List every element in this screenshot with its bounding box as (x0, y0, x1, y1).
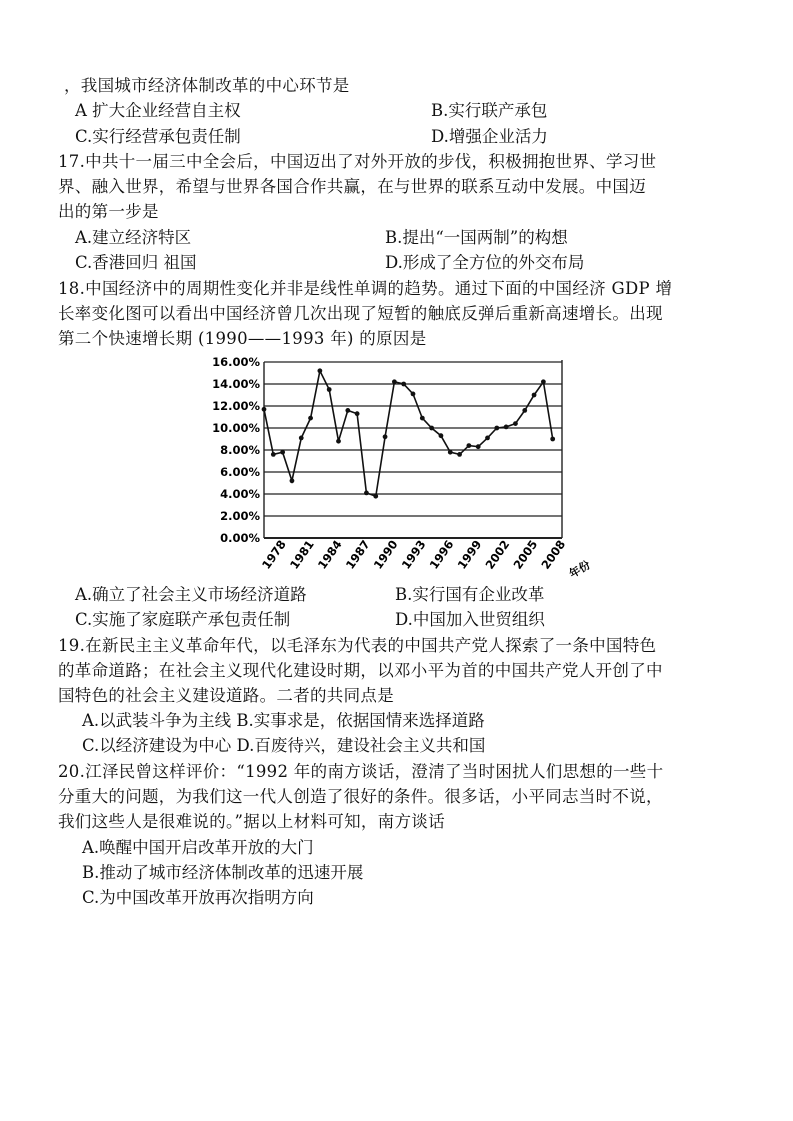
data-point (392, 379, 397, 384)
data-point (336, 439, 341, 444)
data-point (448, 450, 453, 455)
x-tick-label: 1990 (370, 537, 401, 572)
data-point (327, 387, 332, 392)
data-point (550, 437, 555, 442)
data-point (411, 392, 416, 397)
q17-stem-line-2: 界、融入世界，希望与世界各国合作共赢，在与世界的联系互动中发展。中国迈 (58, 177, 646, 196)
data-point (476, 444, 481, 449)
x-tick-label: 1981 (286, 537, 317, 572)
q16-option-d[interactable]: D.增强企业活力 (431, 127, 548, 146)
x-axis-title: 年份 (567, 558, 593, 581)
q18-stem-line-2: 长率变化图可以看出中国经济曾几次出现了短暂的触底反弹后重新高速增长。出现 (58, 304, 663, 323)
q20-stem-line-3: 我们这些人是很难说的。”据以上材料可知，南方谈话 (58, 812, 445, 831)
x-tick-label: 1978 (258, 537, 289, 572)
q20-option-a[interactable]: A.唤醒中国开启改革开放的大门 (82, 838, 314, 857)
q17-option-b[interactable]: B.提出“一国两制”的构想 (385, 228, 568, 247)
gdp-growth-chart (200, 352, 600, 582)
q20-option-c[interactable]: C.为中国改革开放再次指明方向 (82, 888, 314, 907)
data-point (373, 494, 378, 499)
q19-stem-line-2: 的革命道路；在社会主义现代化建设时期，以邓小平为首的中国共产党人开创了中 (58, 661, 663, 680)
q20-option-b[interactable]: B.推动了城市经济体制改革的迅速开展 (82, 863, 364, 882)
x-tick-label: 1984 (314, 537, 345, 572)
q18-option-c[interactable]: C.实施了家庭联产承包责任制 (75, 610, 291, 629)
data-point (290, 478, 295, 483)
data-point (401, 382, 406, 387)
data-point (317, 368, 322, 373)
data-point (532, 393, 537, 398)
data-point (439, 433, 444, 438)
x-tick-label: 2002 (482, 537, 513, 572)
q16-option-a[interactable]: A 扩大企业经营自主权 (75, 101, 241, 120)
q19-options-row-2[interactable]: C.以经济建设为中心 D.百废待兴，建设社会主义共和国 (82, 736, 486, 755)
data-point (457, 452, 462, 457)
data-point (308, 416, 313, 421)
q17-stem-line-1: 17.中共十一届三中全会后，中国迈出了对外开放的步伐，积极拥抱世界、学习世 (58, 152, 657, 171)
q20-stem-line-1: 20.江泽民曾这样评价：“1992 年的南方谈话，澄清了当时困扰人们思想的一些十 (58, 762, 664, 781)
q17-option-c[interactable]: C.香港回归 祖国 (75, 253, 197, 272)
data-point (504, 425, 509, 430)
data-point (364, 491, 369, 496)
q19-stem-line-1: 19.在新民主主义革命年代，以毛泽东为代表的中国共产党人探索了一条中国特色 (58, 636, 657, 655)
q17-stem-line-3: 出的第一步是 (58, 202, 159, 221)
q19-stem-line-3: 国特色的社会主义建设道路。二者的共同点是 (58, 686, 394, 705)
x-tick-label: 1987 (342, 537, 373, 572)
q20-stem-line-2: 分重大的问题，为我们这一代人创造了很好的条件。很多话，小平同志当时不说， (58, 787, 663, 806)
gdp-growth-line (264, 371, 553, 496)
y-tick-label: 14.00% (212, 377, 260, 391)
y-tick-label: 16.00% (212, 355, 260, 369)
y-tick-label: 2.00% (220, 509, 260, 523)
data-point (485, 436, 490, 441)
x-tick-label: 2005 (510, 537, 541, 572)
data-point (383, 434, 388, 439)
q18-option-d[interactable]: D.中国加入世贸组织 (395, 610, 545, 629)
y-tick-label: 8.00% (220, 443, 260, 457)
data-point (420, 416, 425, 421)
y-tick-label: 10.00% (212, 421, 260, 435)
q17-option-d[interactable]: D.形成了全方位的外交布局 (385, 253, 585, 272)
q18-option-b[interactable]: B.实行国有企业改革 (395, 585, 545, 604)
q16-option-b[interactable]: B.实行联产承包 (431, 101, 548, 120)
data-point (280, 450, 285, 455)
data-point (429, 426, 434, 431)
y-axis-labels (212, 355, 260, 545)
x-tick-label: 1999 (454, 537, 485, 572)
y-tick-label: 6.00% (220, 465, 260, 479)
data-point (299, 436, 304, 441)
q18-stem-line-1: 18.中国经济中的周期性变化并非是线性单调的趋势。通过下面的中国经济 GDP 增 (58, 279, 673, 298)
data-point (262, 407, 267, 412)
chart-gridlines (264, 360, 562, 538)
q19-options-row-1[interactable]: A.以武装斗争为主线 B.实事求是，依据国情来选择道路 (82, 711, 485, 730)
x-tick-label: 1993 (398, 537, 429, 572)
data-point (541, 379, 546, 384)
x-tick-label: 2008 (538, 537, 569, 572)
data-point (355, 411, 360, 416)
data-point (345, 408, 350, 413)
q18-option-a[interactable]: A.确立了社会主义市场经济道路 (75, 585, 307, 604)
q16-stem: ，我国城市经济体制改革的中心环节是 (64, 76, 350, 95)
y-tick-label: 4.00% (220, 487, 260, 501)
q18-stem-line-3: 第二个快速增长期 (1990——1993 年) 的原因是 (58, 329, 427, 348)
data-point (522, 408, 527, 413)
y-tick-label: 0.00% (220, 531, 260, 545)
q17-option-a[interactable]: A.建立经济特区 (75, 228, 192, 247)
q16-option-c[interactable]: C.实行经营承包责任制 (75, 127, 241, 146)
data-point (466, 443, 471, 448)
x-tick-label: 1996 (426, 537, 457, 572)
y-tick-label: 12.00% (212, 399, 260, 413)
data-point (271, 452, 276, 457)
data-point (513, 421, 518, 426)
x-axis-labels (259, 537, 568, 571)
data-point (494, 426, 499, 431)
